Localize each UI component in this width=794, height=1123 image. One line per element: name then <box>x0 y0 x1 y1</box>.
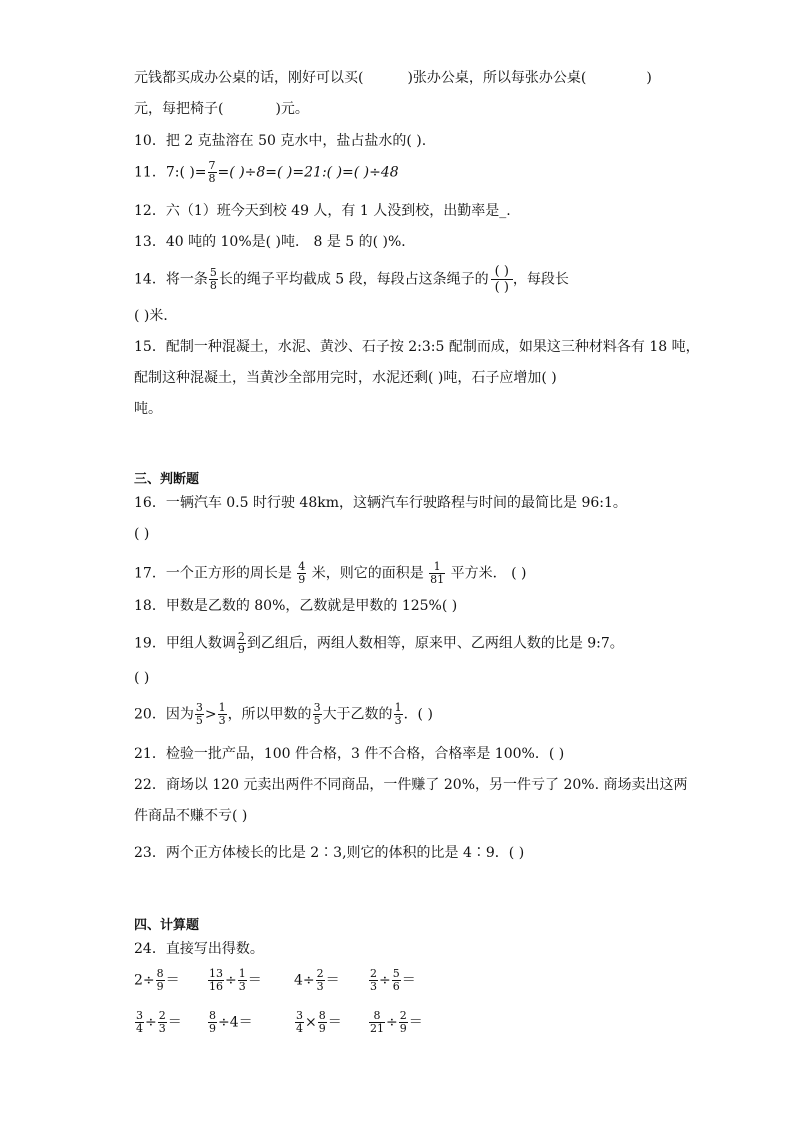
q15-line2: 配制这种混凝土，当黄沙全部用完时，水泥还剩( )吨，石子应增加( ) <box>134 370 557 386</box>
numerator: 3 <box>296 1009 303 1022</box>
q14-line2: ( )米． <box>134 308 178 324</box>
fraction <box>238 968 247 993</box>
q9-text-e: )元。 <box>275 101 309 117</box>
fraction <box>399 1010 408 1035</box>
denominator: 9 <box>399 1022 407 1035</box>
fraction <box>208 160 217 185</box>
question-11 <box>134 160 399 185</box>
fraction <box>392 968 401 993</box>
numerator: 1 <box>429 561 445 574</box>
denominator: 5 <box>313 714 321 727</box>
calc-item <box>294 968 340 993</box>
fraction <box>135 1010 144 1035</box>
denominator: 3 <box>370 980 377 993</box>
denominator: 3 <box>218 714 226 727</box>
fraction <box>429 561 445 586</box>
denominator: 3 <box>394 714 402 727</box>
fraction <box>218 702 227 727</box>
calc-prefix: 4÷ <box>294 972 315 989</box>
calc-operator: ÷ <box>379 972 391 989</box>
question-23: 23．两个正方体棱长的比是 2∶3,则它的体积的比是 4∶9．( ) <box>134 845 525 861</box>
q15-line1: 15．配制一种混凝土，水泥、黄沙、石子按 2:3:5 配制而成，如果这三种材料各有 18 吨， <box>134 339 700 355</box>
answer-denominator[interactable]: ( ) <box>494 280 509 295</box>
numerator: 8 <box>156 967 164 980</box>
calc-item <box>134 1010 182 1035</box>
calc-item <box>207 1010 253 1035</box>
numerator: 7 <box>208 159 216 172</box>
numerator: 3 <box>136 1009 143 1022</box>
q14-text-c: ，每段长 <box>512 271 569 288</box>
section-heading-calculation: 四、计算题 <box>134 918 200 933</box>
denominator: 9 <box>209 1022 216 1035</box>
q11-text-a: 11．7:( )= <box>134 164 207 181</box>
calc-operator: ÷ <box>386 1014 398 1031</box>
question-18: 18．甲数是乙数的 80%，乙数就是甲数的 125%( ) <box>134 598 458 614</box>
q20-text-b: ，所以甲数的 <box>227 706 312 723</box>
calc-equals: ＝ <box>325 972 340 989</box>
question-12: 12．六（1）班今天到校 49 人，有 1 人没到校，出勤率是_. <box>134 203 511 219</box>
numerator: 8 <box>209 1009 216 1022</box>
fraction <box>295 1010 304 1035</box>
denominator: 8 <box>208 172 216 185</box>
fraction <box>209 267 218 292</box>
numerator: 1 <box>394 701 402 714</box>
q16-line2: ( ) <box>134 526 150 542</box>
q16-line1: 16．一辆汽车 0.5 时行驶 48km，这辆汽车行驶路程与时间的最简比是 96:1。 <box>134 495 627 511</box>
denominator: 9 <box>298 573 306 586</box>
calc-equals: ＝ <box>327 1014 342 1031</box>
q22-line2: 件商品不赚不亏( ) <box>134 808 248 824</box>
question-24: 24．直接写出得数。 <box>134 941 264 957</box>
denominator: 21 <box>370 1022 384 1035</box>
numerator: 8 <box>318 1009 326 1022</box>
q19-text-b: 到乙组后，两组人数相等，原来甲、乙两组人数的比是 9:7。 <box>246 635 624 652</box>
numerator: 8 <box>369 1010 385 1023</box>
greater-than: > <box>204 706 217 723</box>
q17-text-c: 平方米． ( ) <box>446 565 527 582</box>
q9-line2 <box>134 99 309 119</box>
numerator: 13 <box>209 967 223 980</box>
fraction <box>313 702 322 727</box>
numerator: 3 <box>195 701 203 714</box>
q22-line1: 22．商场以 120 元卖出两件不同商品，一件赚了 20%，另一件亏了 20%. 商场卖出这两 <box>134 777 688 793</box>
fraction <box>318 1010 327 1035</box>
fraction <box>316 968 325 993</box>
q17-text-a: 17．一个正方形的周长是 <box>134 565 297 582</box>
numerator: 2 <box>370 967 377 980</box>
calc-operator: ÷4＝ <box>218 1014 253 1031</box>
question-17 <box>134 561 526 586</box>
q15-line3: 吨。 <box>134 401 162 417</box>
fraction <box>208 968 224 993</box>
calc-equals: ＝ <box>165 972 180 989</box>
q19-line2: ( ) <box>134 670 150 686</box>
denominator: 9 <box>318 1022 326 1035</box>
q19-text-a: 19．甲组人数调 <box>134 635 236 652</box>
denominator: 3 <box>158 1022 166 1035</box>
q14-text-b: 长的绳子平均截成 5 段，每段占这条绳子的 <box>218 271 489 288</box>
question-20 <box>134 702 433 727</box>
fraction <box>237 631 246 656</box>
q20-text-c: 大于乙数的 <box>322 706 393 723</box>
calc-equals: ＝ <box>247 972 262 989</box>
answer-fraction[interactable] <box>491 264 513 295</box>
denominator: 3 <box>238 980 246 993</box>
q14-text-a: 14．将一条 <box>134 271 208 288</box>
denominator: 9 <box>237 643 245 656</box>
denominator: 4 <box>136 1022 143 1035</box>
question-13: 13．40 吨的 10%是( )吨． 8 是 5 的( )%． <box>134 234 416 250</box>
q9-line1 <box>134 68 652 88</box>
denominator: 5 <box>195 714 203 727</box>
numerator: 2 <box>158 1009 166 1022</box>
calc-operator: × <box>305 1014 317 1031</box>
calc-equals: ＝ <box>408 1014 423 1031</box>
calc-item <box>207 968 262 993</box>
q9-text-c: ) <box>646 70 652 86</box>
fraction <box>297 561 306 586</box>
fraction <box>369 968 378 993</box>
question-10: 10．把 2 克盐溶在 50 克水中，盐占盐水的( ). <box>134 133 427 149</box>
numerator: 2 <box>237 630 245 643</box>
question-21: 21．检验一批产品，100 件合格，3 件不合格，合格率是 100%．( ) <box>134 746 565 762</box>
denominator: 8 <box>209 279 217 292</box>
q9-text-a: 元钱都买成办公桌的话，刚好可以买( <box>134 70 364 86</box>
fraction <box>195 702 204 727</box>
q9-text-d: 元，每把椅子( <box>134 101 224 117</box>
denominator: 16 <box>209 980 223 993</box>
q11-text-b: =( )÷8=( )=21:( )=( )÷48 <box>217 164 399 181</box>
calc-item <box>134 968 180 993</box>
question-19 <box>134 631 624 656</box>
question-14 <box>134 264 569 295</box>
denominator: 81 <box>430 573 445 586</box>
numerator: 3 <box>313 701 321 714</box>
numerator: 5 <box>392 967 400 980</box>
answer-numerator[interactable]: ( ) <box>491 264 513 280</box>
calc-item <box>294 1010 342 1035</box>
fraction <box>158 1010 167 1035</box>
numerator: 1 <box>238 967 246 980</box>
q9-text-b: )张办公桌，所以每张办公桌( <box>407 70 587 86</box>
q20-text-e: ．( ) <box>403 706 433 723</box>
fraction <box>369 1010 385 1035</box>
calc-prefix: 2÷ <box>134 972 155 989</box>
q17-text-b: 米，则它的面积是 <box>307 565 429 582</box>
numerator: 4 <box>298 560 306 573</box>
calc-item <box>368 968 416 993</box>
calc-operator: ÷ <box>145 1014 157 1031</box>
calc-equals: ＝ <box>167 1014 182 1031</box>
calc-operator: ÷ <box>225 972 237 989</box>
denominator: 6 <box>392 980 400 993</box>
denominator: 4 <box>296 1022 303 1035</box>
fraction <box>156 968 165 993</box>
calc-item <box>368 1010 423 1035</box>
fraction <box>208 1010 217 1035</box>
denominator: 3 <box>316 980 324 993</box>
numerator: 2 <box>399 1009 407 1022</box>
calc-equals: ＝ <box>401 972 416 989</box>
numerator: 1 <box>218 701 226 714</box>
denominator: 9 <box>156 980 164 993</box>
q20-text-a: 20．因为 <box>134 706 194 723</box>
numerator: 2 <box>316 967 324 980</box>
section-heading-judgement: 三、判断题 <box>134 472 200 487</box>
numerator: 5 <box>209 266 217 279</box>
fraction <box>394 702 403 727</box>
